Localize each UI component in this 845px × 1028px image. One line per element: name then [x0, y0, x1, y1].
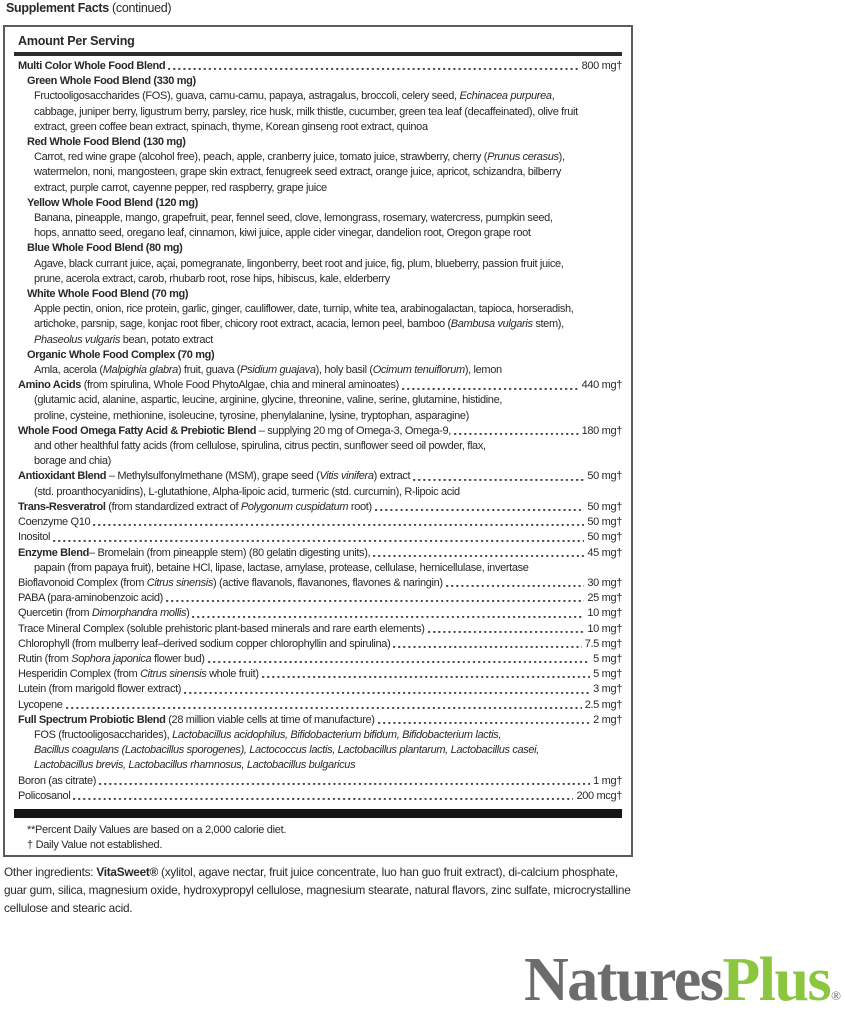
row-text: PABA (para-aminobenzoic acid): [18, 592, 163, 605]
row-text: Trace Mineral Complex (soluble prehistoric plant-based minerals and rare earth elements): [18, 622, 425, 635]
ingredient-line: [18, 454, 622, 469]
blend-heading-row: [18, 196, 622, 211]
leader-dots: [375, 500, 585, 515]
leader-dots: [192, 606, 584, 621]
row-text: Whole Food Omega Fatty Acid & Prebiotic Blend – supplying 20 mg of Omega-3, Omega-9,: [18, 424, 451, 437]
row-text: Yellow Whole Food Blend (120 mg): [27, 196, 198, 209]
amount-value: 30 mg†: [587, 576, 622, 589]
other-ingredients-brand: VitaSweet®: [96, 865, 159, 879]
row-text: Hesperidin Complex (from Citrus sinensis whole fruit): [18, 668, 259, 681]
leader-dots: [208, 652, 591, 667]
ingredient-row: [18, 515, 622, 530]
logo-natures: Natures: [523, 946, 723, 1014]
row-text: Agave, black currant juice, açai, pomegranate, lingonberry, beet root and juice, fig, plum, blueberry, passion fruit juice,: [34, 257, 564, 270]
row-text: Lutein (from marigold flower extract): [18, 683, 182, 696]
ingredient-row: [18, 682, 622, 697]
row-text: Green Whole Food Blend (330 mg): [27, 75, 196, 88]
row-text: cabbage, juniper berry, ligustrum berry, parsley, rice husk, milk thistle, cucumber, green tea leaf (decaffeinated), olive fruit: [34, 105, 578, 118]
amount-value: 2.5 mg†: [584, 698, 622, 711]
ingredient-row: [18, 652, 622, 667]
naturesplus-logo: [524, 948, 840, 1028]
other-ingredients: [4, 863, 631, 917]
leader-dots: [184, 682, 590, 697]
row-text: Enzyme Blend– Bromelain (from pineapple stem) (80 gelatin digesting units),: [18, 546, 371, 559]
ingredient-line: [18, 211, 622, 226]
ingredient-row: [18, 637, 622, 652]
ingredient-row: [18, 378, 622, 393]
row-text: Organic Whole Food Complex (70 mg): [27, 348, 215, 361]
amount-value: 2 mg†: [593, 713, 622, 726]
row-text: FOS (fructooligosaccharides), Lactobacillus acidophilus, Bifidobacterium bifidum, Bifidobacterium lactis,: [34, 728, 502, 741]
amount-value: 200 mcg†: [576, 789, 622, 802]
row-text: Lactobacillus brevis, Lactobacillus rhamnosus, Lactobacillus bulgaricus: [34, 759, 356, 772]
amount-value: 180 mg†: [581, 424, 622, 437]
amount-value: 440 mg†: [581, 379, 622, 392]
ingredient-row: [18, 546, 622, 561]
row-text: and other healthful fatty acids (from cellulose, spirulina, citrus pectin, sunflower seed oil powder, flax,: [34, 440, 486, 453]
blend-heading-row: [18, 241, 622, 256]
row-text: Inositol: [18, 531, 51, 544]
row-text: Quercetin (from Dimorphandra mollis): [18, 607, 190, 620]
blend-heading-row: [18, 74, 622, 89]
footnote-line: **Percent Daily Values are based on a 2,000 calorie diet.: [27, 823, 287, 836]
leader-dots: [166, 591, 584, 606]
ingredient-row: [18, 606, 622, 621]
ingredient-line: [18, 181, 622, 196]
blend-heading-row: [18, 135, 622, 150]
row-text: Amino Acids (from spirulina, Whole Food PhytoAlgae, chia and mineral aminoates): [18, 379, 399, 392]
amount-value: 5 mg†: [593, 668, 622, 681]
ingredient-line: [18, 409, 622, 424]
ingredient-row: [18, 789, 622, 804]
ingredient-line: [18, 317, 622, 332]
ingredient-line: [18, 758, 622, 773]
row-text: Apple pectin, onion, rice protein, garlic, ginger, cauliflower, date, turnip, white tea, arabinogalactan, tapioca, horseradish,: [34, 303, 574, 316]
amount-value: 10 mg†: [587, 622, 622, 635]
leader-dots: [99, 774, 590, 789]
row-text: Red Whole Food Blend (130 mg): [27, 136, 186, 149]
row-text: Multi Color Whole Food Blend: [18, 60, 166, 72]
row-text: Lycopene: [18, 698, 63, 711]
row-text: Chlorophyll (from mulberry leaf–derived sodium copper chlorophyllin and spirulina): [18, 637, 391, 650]
leader-dots: [73, 789, 573, 804]
ingredient-row: [18, 424, 622, 439]
logo-plus: Plus: [722, 946, 831, 1014]
row-text: Fructooligosaccharides (FOS), guava, camu-camu, papaya, astragalus, broccoli, celery seed, Echinacea purpurea,: [34, 90, 555, 103]
row-text: extract, green coffee bean extract, spinach, thyme, Korean ginseng root extract, quinoa: [34, 120, 428, 133]
ingredient-line: [18, 333, 622, 348]
row-text: proline, cysteine, methionine, isoleucine, tyrosine, phenylalanine, lysine, tryptophan, asparagine): [34, 409, 469, 422]
row-text: prune, acerola extract, carob, rhubarb root, rose hips, hibiscus, kale, elderberry: [34, 272, 390, 285]
row-text: hops, annatto seed, oregano leaf, cinnamon, kiwi juice, apple cider vinegar, dandelion root, Oregon grape root: [34, 227, 531, 240]
amount-value: 7.5 mg†: [584, 637, 622, 650]
ingredient-line: [18, 728, 622, 743]
leader-dots: [262, 667, 591, 682]
amount-value: 1 mg†: [593, 774, 622, 787]
ingredient-line: [18, 226, 622, 241]
row-text: (glutamic acid, alanine, aspartic, leucine, arginine, glycine, threonine, valine, serine, glutamine, histidine,: [34, 394, 503, 407]
leader-dots: [454, 424, 579, 439]
ingredient-line: [18, 89, 622, 104]
row-text: Policosanol: [18, 789, 71, 802]
blend-heading-row: [18, 348, 622, 363]
leader-dots: [428, 622, 585, 637]
leader-dots: [373, 546, 584, 561]
ingredient-line: [18, 561, 622, 576]
registered-trademark-icon: ®: [831, 988, 841, 1003]
page-title-main: Supplement Facts: [6, 1, 109, 15]
amount-value: 3 mg†: [593, 683, 622, 696]
leader-dots: [393, 637, 581, 652]
ingredient-row: [18, 667, 622, 682]
row-text: Bacillus coagulans (Lactobacillus sporogenes), Lactococcus lactis, Lactobacillus plantarum, Lactobacillus casei,: [34, 744, 539, 757]
row-text: extract, purple carrot, cayenne pepper, red raspberry, grape juice: [34, 181, 327, 194]
row-text: Full Spectrum Probiotic Blend (28 million viable cells at time of manufacture): [18, 713, 375, 726]
row-text: watermelon, noni, mangosteen, grape skin extract, fenugreek seed extract, orange juice, apricot, schizandra, bilberry: [34, 166, 562, 179]
amount-value: 25 mg†: [587, 592, 622, 605]
ingredient-line: [18, 105, 622, 120]
footnote-line: † Daily Value not established.: [27, 839, 163, 852]
leader-dots: [53, 530, 584, 545]
amount-value: 45 mg†: [587, 546, 622, 559]
ingredient-rows: [5, 56, 631, 804]
amount-value: 50 mg†: [587, 500, 622, 513]
ingredient-line: [18, 272, 622, 287]
row-text: Bioflavonoid Complex (from Citrus sinensis) (active flavanols, flavanones, flavones & naringin): [18, 576, 443, 589]
amount-value: 800 mg†: [581, 60, 622, 72]
amount-value: 5 mg†: [593, 652, 622, 665]
row-text: Boron (as citrate): [18, 774, 97, 787]
thick-divider: [14, 809, 622, 818]
ingredient-row: [18, 713, 622, 728]
page-title: [6, 1, 171, 15]
leader-dots: [66, 698, 582, 713]
ingredient-row: [18, 500, 622, 515]
ingredient-line: [18, 743, 622, 758]
ingredient-row: [18, 622, 622, 637]
ingredient-row: [18, 774, 622, 789]
other-ingredients-rest: (xylitol, agave nectar, fruit juice concentrate, luo han guo fruit extract), di-calcium phosphate, guar gum, silica, magnesium oxide, hydroxypropyl cellulose, magnesium stearate, natural flavors, zinc sulfate, microcrystalline cellulose and stearic acid.: [4, 865, 631, 915]
page-title-continued: (continued): [108, 1, 172, 15]
leader-dots: [402, 378, 579, 393]
row-text: (std. proanthocyanidins), L-glutathione, Alpha-lipoic acid, turmeric (std. curcumin), R-lipoic acid: [34, 485, 460, 498]
ingredient-line: [18, 257, 622, 272]
ingredient-row: [18, 469, 622, 484]
row-text: Banana, pineapple, mango, grapefruit, pear, fennel seed, clove, lemongrass, rosemary, watercress, pumpkin seed,: [34, 212, 553, 225]
row-text: papain (from papaya fruit), betaine HCl, lipase, lactase, amylase, protease, cellulase, hemicellulase, invertase: [34, 561, 529, 574]
row-text: Carrot, red wine grape (alcohol free), peach, apple, cranberry juice, tomato juice, strawberry, cherry (Prunus cerasus),: [34, 151, 565, 164]
row-text: White Whole Food Blend (70 mg): [27, 288, 189, 301]
ingredient-line: [18, 302, 622, 317]
ingredient-row: [18, 530, 622, 545]
ingredient-row: [18, 59, 622, 74]
ingredient-row: [18, 576, 622, 591]
leader-dots: [446, 576, 585, 591]
row-text: Amla, acerola (Malpighia glabra) fruit, guava (Psidium guajava), holy basil (Ocimum tenuiflorum), lemon: [34, 364, 502, 377]
row-text: artichoke, parsnip, sage, konjac root fiber, chicory root extract, acacia, lemon peel, bamboo (Bambusa vulgaris stem),: [34, 318, 564, 331]
amount-per-serving-header: Amount Per Serving: [18, 34, 135, 48]
amount-value: 50 mg†: [587, 516, 622, 529]
amount-value: 50 mg†: [587, 470, 622, 483]
blend-heading-row: [18, 287, 622, 302]
leader-dots: [168, 59, 578, 74]
other-ingredients-prefix: Other ingredients:: [4, 865, 97, 879]
row-text: Coenzyme Q10: [18, 516, 91, 529]
row-text: Trans-Resveratrol (from standardized extract of Polygonum cuspidatum root): [18, 500, 372, 513]
ingredient-line: [18, 150, 622, 165]
leader-dots: [378, 713, 591, 728]
leader-dots: [413, 469, 584, 484]
ingredient-row: [18, 698, 622, 713]
ingredient-line: [18, 363, 622, 378]
row-text: Blue Whole Food Blend (80 mg): [27, 242, 183, 255]
ingredient-line: [18, 165, 622, 180]
ingredient-line: [18, 485, 622, 500]
row-text: borage and chia): [34, 455, 111, 468]
row-text: Phaseolus vulgaris bean, potato extract: [34, 333, 213, 346]
amount-value: 10 mg†: [587, 607, 622, 620]
leader-dots: [93, 515, 584, 530]
row-text: Antioxidant Blend – Methylsulfonylmethane (MSM), grape seed (Vitis vinifera) extract: [18, 470, 411, 483]
ingredient-line: [18, 120, 622, 135]
ingredient-line: [18, 393, 622, 408]
ingredient-row: [18, 591, 622, 606]
supplement-facts-panel: [3, 25, 633, 857]
ingredient-line: [18, 439, 622, 454]
row-text: Rutin (from Sophora japonica flower bud): [18, 652, 205, 665]
footnotes: [5, 822, 631, 854]
amount-value: 50 mg†: [587, 531, 622, 544]
